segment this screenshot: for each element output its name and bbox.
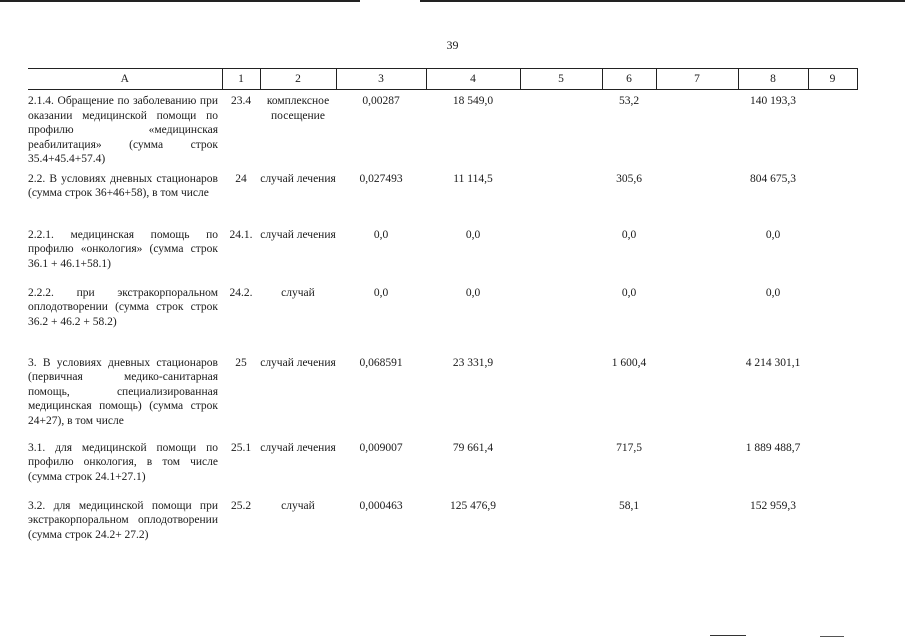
row-value-col9 [808,172,857,228]
row-value-col9 [808,356,857,441]
row-value-col7 [656,356,738,441]
table-header-row [28,69,857,90]
header-cell-7: 7 [656,69,738,90]
header-cell-1: 1 [222,69,260,90]
table-row [28,356,857,441]
table-row [28,172,857,228]
row-value-col4: 0,0 [465,228,481,241]
row-value-col3: 0,027493 [359,172,403,185]
row-value-col6: 58,1 [618,499,640,512]
row-name-cell: 2.2.2. при экстракорпоральном оплодотворении (сумма строк строк 36.2 + 46.2 + 58.2) [28,286,218,328]
row-value-col9 [808,228,857,286]
row-value-col4: 79 661,4 [452,441,494,454]
row-value-col8: 0,0 [765,286,781,299]
row-value-col8: 4 214 301,1 [745,356,801,369]
row-value-col9 [808,90,857,172]
row-code-cell: 25 [235,356,247,369]
row-value-col5 [520,90,602,172]
row-value-col5 [520,286,602,356]
row-value-col5 [520,356,602,441]
row-name-cell: 3. В условиях дневных стационаров (первичная медико-санитарная помощь, специализированная медицинская помощь) (сумма строк 24+27), в том числе [28,356,218,427]
row-unit-cell: случай лечения [260,228,336,241]
row-value-col8: 804 675,3 [750,172,796,185]
table-row [28,499,857,559]
row-value-col9 [808,441,857,499]
row-value-col4: 0,0 [465,286,481,299]
row-value-col7 [656,499,738,559]
row-value-col3: 0,068591 [359,356,403,369]
row-value-col6: 53,2 [618,95,640,107]
row-value-col8: 1 889 488,7 [745,441,801,454]
footer-rule-left [710,635,746,636]
row-value-col6: 0,0 [621,286,637,299]
row-value-col8: 0,0 [765,228,781,241]
row-value-col4: 18 549,0 [452,95,494,107]
row-unit-cell: случай лечения [260,172,336,185]
row-value-col5 [520,441,602,499]
row-unit-cell: случай [281,499,315,512]
table-row [28,90,857,172]
row-value-col9 [808,286,857,356]
header-cell-6: 6 [602,69,656,90]
top-rule [0,0,905,2]
row-value-col8: 152 959,3 [750,499,796,512]
row-name-cell: 2.2.1. медицинская помощь по профилю «онкология» (сумма строк 36.1 + 46.1+58.1) [28,228,218,270]
row-value-col3: 0,009007 [359,441,403,454]
row-name-cell: 3.1. для медицинской помощи по профилю онкология, в том числе (сумма строк 24.1+27.1) [28,441,218,483]
row-unit-cell: случай лечения [260,356,336,369]
row-code-cell: 25.2 [230,499,252,512]
row-value-col7 [656,90,738,172]
row-value-col7 [656,172,738,228]
page-number: 39 [446,38,459,52]
row-value-col4: 125 476,9 [450,499,496,512]
row-value-col6: 717,5 [616,441,642,454]
row-value-col3: 0,00287 [362,95,400,107]
row-code-cell: 23.4 [230,95,252,107]
row-value-col6: 305,6 [616,172,642,185]
row-value-col8: 140 193,3 [750,95,796,107]
row-value-col7 [656,441,738,499]
row-value-col5 [520,499,602,559]
row-name-cell: 3.2. для медицинской помощи при экстракорпоральном оплодотворении (сумма строк 24.2+ 27.2) [28,499,218,541]
row-value-col7 [656,228,738,286]
header-cell-2: 2 [260,69,336,90]
row-unit-cell: случай [281,286,315,299]
row-value-col5 [520,228,602,286]
header-cell-9: 9 [808,69,857,90]
row-value-col4: 11 114,5 [453,172,493,185]
row-code-cell: 24.1. [229,228,253,241]
row-value-col6: 1 600,4 [611,356,647,369]
row-code-cell: 24.2. [229,286,253,299]
table-row [28,441,857,499]
top-rule-gap [360,0,420,2]
row-value-col5 [520,172,602,228]
header-cell-5: 5 [520,69,602,90]
row-unit-cell: комплексное посещение [266,95,330,122]
row-code-cell: 24 [235,172,247,185]
row-value-col3: 0,0 [373,286,389,299]
row-value-col3: 0,0 [373,228,389,241]
row-name-cell: 2.2. В условиях дневных стационаров (сумма строк 36+46+58), в том числе [28,172,218,199]
row-value-col3: 0,000463 [359,499,403,512]
row-value-col4: 23 331,9 [452,356,494,369]
footer-rule-right [820,636,844,637]
header-cell-3: 3 [336,69,426,90]
table-row [28,228,857,286]
row-value-col6: 0,0 [621,228,637,241]
row-name-cell: 2.1.4. Обращение по заболеванию при оказании медицинской помощи по профилю «медицинская реабилитация» (сумма строк 35.4+45.4+57.4) [28,95,218,165]
row-value-col9 [808,499,857,559]
row-unit-cell: случай лечения [260,441,336,454]
table-row [28,286,857,356]
header-cell-8: 8 [738,69,808,90]
header-cell-4: 4 [426,69,520,90]
document-table [28,68,858,559]
row-code-cell: 25.1 [230,441,252,454]
row-value-col7 [656,286,738,356]
header-cell-a: А [28,69,222,90]
